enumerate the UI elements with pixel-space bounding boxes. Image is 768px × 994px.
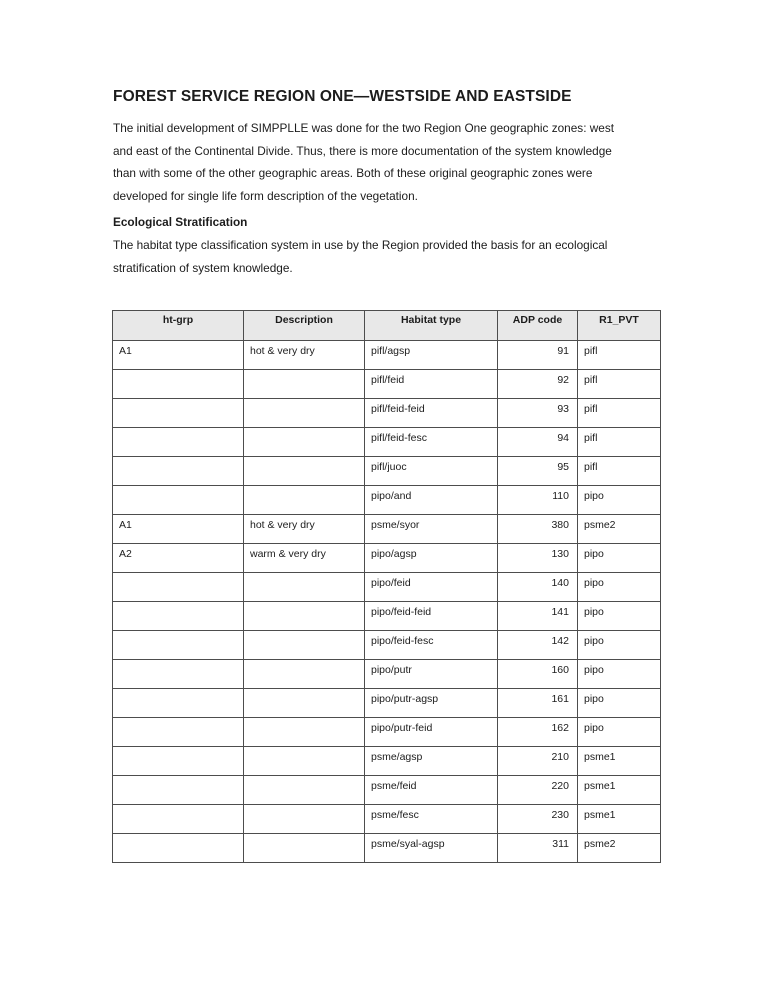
column-header: ADP code	[498, 311, 578, 341]
table-cell	[113, 805, 244, 834]
table-cell	[244, 776, 365, 805]
table-cell: pipo	[578, 718, 661, 747]
table-row	[113, 428, 661, 457]
table-cell: pipo/putr	[365, 660, 498, 689]
table-cell	[244, 834, 365, 863]
table-row	[113, 805, 661, 834]
table-row	[113, 834, 661, 863]
table-cell: pifl/feid	[365, 370, 498, 399]
table-cell: pipo/agsp	[365, 544, 498, 573]
table-row	[113, 689, 661, 718]
table-cell	[113, 457, 244, 486]
table-row	[113, 602, 661, 631]
table-cell: psme/syal-agsp	[365, 834, 498, 863]
table-cell	[244, 457, 365, 486]
table-header-row	[113, 311, 661, 341]
table-cell	[113, 660, 244, 689]
section-heading-ecological-stratification: Ecological Stratification	[113, 215, 248, 229]
table-row	[113, 573, 661, 602]
table-cell: 141	[498, 602, 578, 631]
table-cell	[113, 370, 244, 399]
intro-paragraph	[113, 117, 673, 207]
table-cell: pipo	[578, 631, 661, 660]
table-cell: hot & very dry	[244, 515, 365, 544]
table-cell	[244, 428, 365, 457]
table-cell: pipo/feid-fesc	[365, 631, 498, 660]
table-cell: 95	[498, 457, 578, 486]
table-cell: pipo/feid-feid	[365, 602, 498, 631]
table-cell: psme/fesc	[365, 805, 498, 834]
table-cell: 92	[498, 370, 578, 399]
section-body-paragraph	[113, 234, 673, 279]
table-body	[113, 341, 661, 863]
table-cell: psme/agsp	[365, 747, 498, 776]
table-cell: A1	[113, 515, 244, 544]
table-cell	[244, 631, 365, 660]
table-cell	[244, 486, 365, 515]
table-cell: 142	[498, 631, 578, 660]
table-cell: pipo/feid	[365, 573, 498, 602]
table-cell: 220	[498, 776, 578, 805]
table-cell	[113, 747, 244, 776]
table-cell	[113, 776, 244, 805]
table-cell: psme1	[578, 747, 661, 776]
table-cell: pipo	[578, 660, 661, 689]
table-cell: pipo/and	[365, 486, 498, 515]
table-cell: 380	[498, 515, 578, 544]
column-header: Habitat type	[365, 311, 498, 341]
page-title: FOREST SERVICE REGION ONE—WESTSIDE AND EASTSIDE	[113, 88, 572, 105]
table-cell: 91	[498, 341, 578, 370]
table-cell: pifl	[578, 428, 661, 457]
paragraph-line: The initial development of SIMPPLLE was done for the two Region One geographic zones: west	[113, 121, 614, 135]
table-cell	[113, 718, 244, 747]
table-cell: pifl	[578, 370, 661, 399]
table-row	[113, 747, 661, 776]
table-cell	[113, 631, 244, 660]
table-cell	[244, 805, 365, 834]
table-cell: 230	[498, 805, 578, 834]
table-cell: 94	[498, 428, 578, 457]
table-row	[113, 370, 661, 399]
table-cell: 110	[498, 486, 578, 515]
table-cell: 93	[498, 399, 578, 428]
table-row	[113, 631, 661, 660]
table-cell: pipo	[578, 689, 661, 718]
table-cell: pifl	[578, 457, 661, 486]
table-cell: pifl	[578, 341, 661, 370]
table-cell	[113, 689, 244, 718]
table-row	[113, 457, 661, 486]
table-cell: 130	[498, 544, 578, 573]
column-header: R1_PVT	[578, 311, 661, 341]
table-cell: pipo	[578, 544, 661, 573]
table-cell: psme2	[578, 515, 661, 544]
table-cell: A2	[113, 544, 244, 573]
table-cell: pifl/feid-feid	[365, 399, 498, 428]
table-cell: pipo	[578, 486, 661, 515]
table-row	[113, 718, 661, 747]
table-cell	[113, 834, 244, 863]
table-cell	[113, 573, 244, 602]
table-cell	[244, 689, 365, 718]
table-row	[113, 544, 661, 573]
column-header: ht-grp	[113, 311, 244, 341]
table-cell	[244, 399, 365, 428]
table-cell: 140	[498, 573, 578, 602]
table-cell: 162	[498, 718, 578, 747]
paragraph-line: than with some of the other geographic areas. Both of these original geographic zones were	[113, 166, 593, 181]
table-cell: 161	[498, 689, 578, 718]
paragraph-line: stratification of system knowledge.	[113, 260, 293, 275]
habitat-type-table	[112, 310, 661, 863]
table-cell: pipo	[578, 602, 661, 631]
table-cell: pipo/putr-feid	[365, 718, 498, 747]
table-cell	[244, 370, 365, 399]
table-cell: pipo/putr-agsp	[365, 689, 498, 718]
table-cell: pifl/agsp	[365, 341, 498, 370]
table-cell: pifl/feid-fesc	[365, 428, 498, 457]
table-row	[113, 515, 661, 544]
table-row	[113, 341, 661, 370]
table-cell: 210	[498, 747, 578, 776]
table-cell: psme/feid	[365, 776, 498, 805]
table-cell: warm & very dry	[244, 544, 365, 573]
table-cell: 311	[498, 834, 578, 863]
column-header: Description	[244, 311, 365, 341]
table-cell: A1	[113, 341, 244, 370]
table-cell	[244, 573, 365, 602]
table-cell: psme2	[578, 834, 661, 863]
table-cell: pifl/juoc	[365, 457, 498, 486]
table-cell: 160	[498, 660, 578, 689]
table-cell: pipo	[578, 573, 661, 602]
table-cell	[244, 718, 365, 747]
table-row	[113, 399, 661, 428]
table-row	[113, 660, 661, 689]
paragraph-line: and east of the Continental Divide. Thus, there is more documentation of the system knowledge	[113, 143, 612, 158]
table-cell	[244, 747, 365, 776]
table-cell: psme1	[578, 805, 661, 834]
table-cell	[244, 602, 365, 631]
table-cell: pifl	[578, 399, 661, 428]
table-cell: hot & very dry	[244, 341, 365, 370]
table-cell	[113, 428, 244, 457]
paragraph-line: The habitat type classification system in use by the Region provided the basis for an ecological	[113, 238, 608, 252]
table-cell	[244, 660, 365, 689]
paragraph-line: developed for single life form description of the vegetation.	[113, 188, 418, 203]
table-cell	[113, 486, 244, 515]
table-row	[113, 776, 661, 805]
table-cell	[113, 602, 244, 631]
table-cell: psme1	[578, 776, 661, 805]
table-row	[113, 486, 661, 515]
table-cell: psme/syor	[365, 515, 498, 544]
table-cell	[113, 399, 244, 428]
